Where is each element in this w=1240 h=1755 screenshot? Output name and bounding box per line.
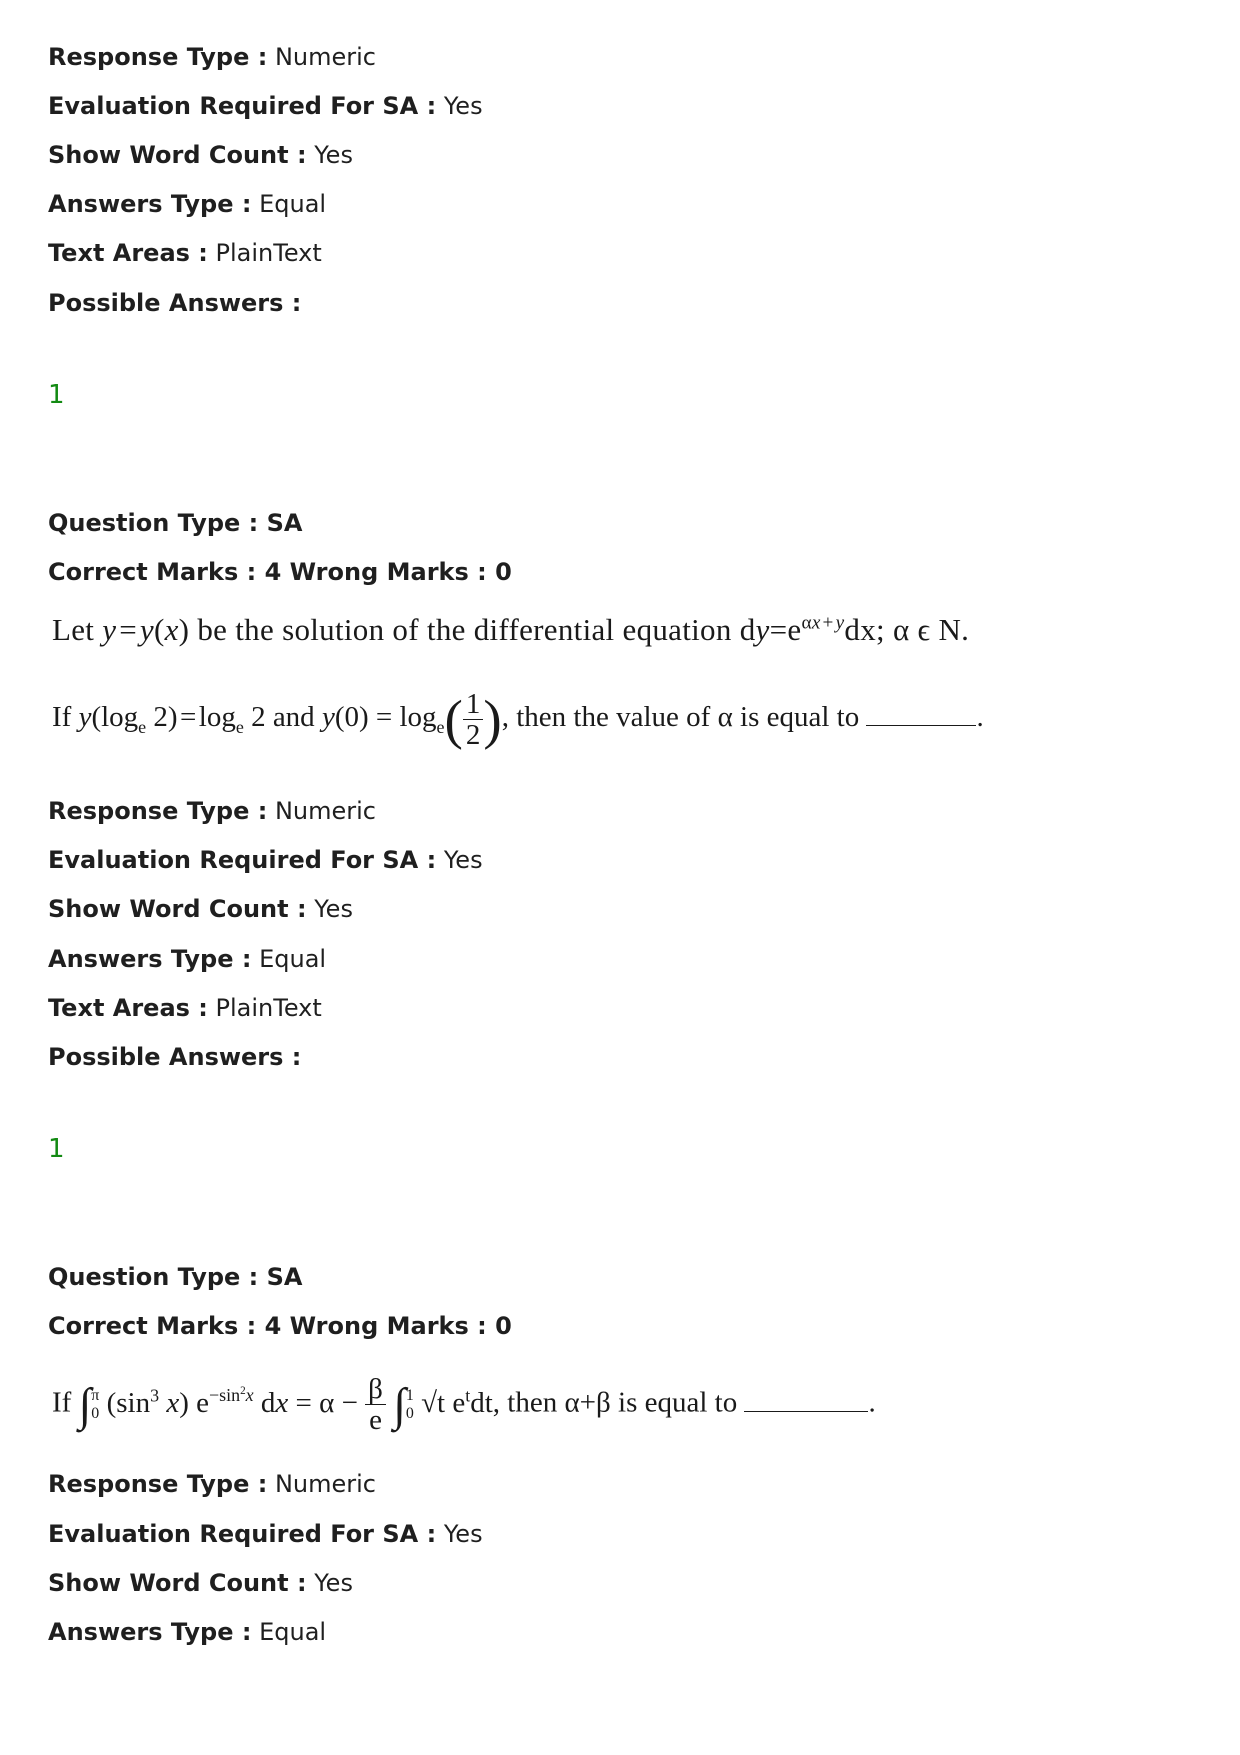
evaluation-required-label: Evaluation Required For SA : bbox=[48, 846, 437, 874]
q2-tail-text: dx; α ϵ N. bbox=[844, 612, 970, 647]
show-word-count-row-3 bbox=[48, 1568, 353, 1598]
possible-answers-label: Possible Answers : bbox=[48, 1043, 302, 1071]
text-areas-label: Text Areas : bbox=[48, 994, 208, 1022]
evaluation-required-row-2 bbox=[48, 845, 483, 875]
answers-type-row-2 bbox=[48, 944, 326, 974]
show-word-count-row-1 bbox=[48, 140, 353, 170]
evaluation-required-value: Yes bbox=[443, 846, 483, 874]
q2-condition-expr: $y(\log_e$ 2) = $\log_e 2$ and $y(0) = \log_e$( $\frac{1}{2}$ ) bbox=[78, 687, 502, 751]
answers-type-value: Equal bbox=[259, 945, 327, 973]
q3-if-text: If bbox=[52, 1386, 72, 1419]
answer-blank bbox=[866, 725, 976, 726]
q2-end-text: . bbox=[976, 701, 984, 734]
evaluation-required-label: Evaluation Required For SA : bbox=[48, 1520, 437, 1548]
marks-row-2 bbox=[48, 557, 512, 587]
possible-answers-row-2 bbox=[48, 1042, 301, 1072]
show-word-count-label: Show Word Count : bbox=[48, 141, 307, 169]
text-areas-row-2 bbox=[48, 993, 322, 1023]
text-areas-value: PlainText bbox=[215, 239, 322, 267]
question-type-label: Question Type : SA bbox=[48, 509, 303, 537]
answers-type-label: Answers Type : bbox=[48, 190, 252, 218]
possible-answers-label: Possible Answers : bbox=[48, 289, 302, 317]
answers-type-row-1 bbox=[48, 189, 326, 219]
show-word-count-row-2 bbox=[48, 894, 353, 924]
show-word-count-label: Show Word Count : bbox=[48, 1569, 307, 1597]
question-type-label: Question Type : SA bbox=[48, 1263, 303, 1291]
response-type-value: Numeric bbox=[274, 1470, 376, 1498]
show-word-count-value: Yes bbox=[314, 1569, 353, 1597]
evaluation-required-value: Yes bbox=[443, 1520, 483, 1548]
q2-then-text: , then the value of α is equal to bbox=[501, 701, 860, 734]
evaluation-required-row-3 bbox=[48, 1519, 483, 1549]
q3-end-text: . bbox=[868, 1386, 876, 1419]
text-areas-label: Text Areas : bbox=[48, 239, 208, 267]
response-type-value: Numeric bbox=[274, 797, 376, 825]
q3-integral-expr: ∫ π 0 ($\sin^3$ x) $e^{-sin^2x}$ dx = α − $\frac{\beta}{e}$ ∫ 1 0 √t $e^tdt$, bbox=[78, 1373, 501, 1437]
evaluation-required-row-1 bbox=[48, 91, 483, 121]
answer-blank bbox=[744, 1411, 868, 1412]
q2-function-expr: y = y(x) bbox=[102, 612, 190, 647]
possible-answer-1: 1 bbox=[48, 380, 65, 410]
q3-then-text: then α+β is equal to bbox=[507, 1386, 738, 1419]
evaluation-required-value: Yes bbox=[443, 92, 483, 120]
marks-label: Correct Marks : 4 Wrong Marks : 0 bbox=[48, 558, 512, 586]
answers-type-row-3 bbox=[48, 1617, 326, 1647]
response-type-row-2 bbox=[48, 796, 376, 826]
answers-type-label: Answers Type : bbox=[48, 1618, 252, 1646]
question-2-statement-line-1 bbox=[52, 612, 969, 648]
response-type-label: Response Type : bbox=[48, 43, 268, 71]
question-type-row-3 bbox=[48, 1262, 302, 1292]
marks-label: Correct Marks : 4 Wrong Marks : 0 bbox=[48, 1312, 512, 1340]
marks-row-3 bbox=[48, 1311, 512, 1341]
response-type-value: Numeric bbox=[274, 43, 376, 71]
response-type-row-3 bbox=[48, 1469, 376, 1499]
show-word-count-value: Yes bbox=[314, 895, 353, 923]
possible-answers-row-1 bbox=[48, 288, 301, 318]
response-type-label: Response Type : bbox=[48, 1470, 268, 1498]
answers-type-label: Answers Type : bbox=[48, 945, 252, 973]
q2-differential-expr: $dy=e^{\alpha x + y}$ bbox=[739, 612, 845, 647]
answers-type-value: Equal bbox=[259, 1618, 327, 1646]
question-3-statement bbox=[52, 1374, 876, 1436]
q2-if-text: If bbox=[52, 701, 72, 734]
q2-lead-text: Let bbox=[52, 612, 95, 647]
text-areas-row-1 bbox=[48, 238, 322, 268]
response-type-row-1 bbox=[48, 42, 376, 72]
question-type-row-2 bbox=[48, 508, 302, 538]
q2-mid-text: be the solution of the differential equation bbox=[197, 612, 732, 647]
show-word-count-label: Show Word Count : bbox=[48, 895, 307, 923]
show-word-count-value: Yes bbox=[314, 141, 353, 169]
evaluation-required-label: Evaluation Required For SA : bbox=[48, 92, 437, 120]
answers-type-value: Equal bbox=[259, 190, 327, 218]
possible-answer-2: 1 bbox=[48, 1134, 65, 1164]
question-2-statement-line-2 bbox=[52, 688, 984, 751]
text-areas-value: PlainText bbox=[215, 994, 322, 1022]
response-type-label: Response Type : bbox=[48, 797, 268, 825]
